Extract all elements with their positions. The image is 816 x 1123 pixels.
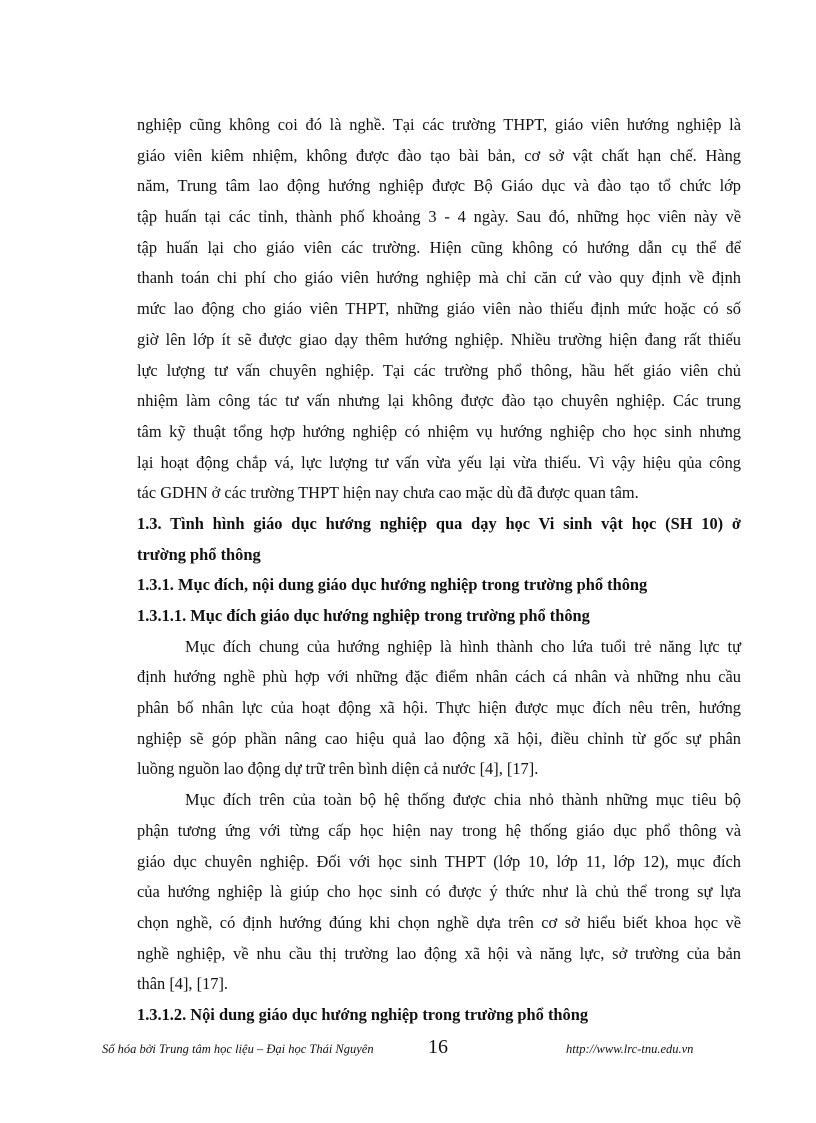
text-line: nghiệp sẽ góp phần nâng cao hiệu quả lao động xã hội, điều chỉnh từ gốc sự phân — [137, 728, 741, 748]
text-line: phận tương ứng với từng cấp học hiện nay trong hệ thống giáo dục phổ thông và — [137, 820, 741, 840]
section-heading-1-3-1: 1.3.1. Mục đích, nội dung giáo dục hướng nghiệp trong trường phổ thông — [137, 575, 648, 595]
text-line: giờ lên lớp ít sẽ được giao dạy thêm hướng nghiệp. Nhiều trường hiện đang rất thiếu — [137, 329, 741, 349]
text-line: giáo dục chuyên nghiệp. Đối với học sinh THPT (lớp 10, lớp 11, lớp 12), mục đích — [137, 851, 741, 871]
text-line: Mục đích chung của hướng nghiệp là hình thành cho lứa tuổi trẻ năng lực tự — [185, 636, 741, 656]
text-line: định hướng nghề phù hợp với những đặc điểm nhân cách cá nhân và những nhu cầu — [137, 667, 741, 687]
text-line: chọn nghề, có định hướng đúng khi chọn nghề dựa trên cơ sở hiểu biết khoa học về — [137, 912, 741, 932]
text-line: tác GDHN ở các trường THPT hiện nay chưa cao mặc dù đã được quan tâm. — [137, 483, 639, 503]
text-line: thân [4], [17]. — [137, 974, 229, 994]
page-footer — [0, 1036, 816, 1066]
text-line: năm, Trung tâm lao động hướng nghiệp được Bộ Giáo dục và đào tạo tổ chức lớp — [137, 176, 741, 196]
paragraph — [137, 632, 741, 785]
text-line: Mục đích trên của toàn bộ hệ thống được chia nhỏ thành những mục tiêu bộ — [185, 790, 741, 810]
section-heading-1-3-1-1: 1.3.1.1. Mục đích giáo dục hướng nghiệp trong trường phổ thông — [137, 606, 590, 625]
text-line: phân bố nhân lực của hoạt động xã hội. Thực hiện được mục đích nêu trên, hướng — [137, 698, 741, 718]
text-line: của hướng nghiệp là giúp cho học sinh có được ý thức như là chủ thể trong sự lựa — [137, 882, 741, 902]
text-line: mức lao động cho giáo viên THPT, những giáo viên nào thiếu định mức hoặc có số — [137, 299, 741, 319]
text-line: tập huấn lại cho giáo viên các trường. Hiện cũng không có hướng dẫn cụ thể để — [137, 237, 741, 257]
section-heading-1-3-1-2: 1.3.1.2. Nội dung giáo dục hướng nghiệp trong trường phổ thông — [137, 1004, 589, 1024]
paragraph — [137, 110, 741, 509]
heading-line: trường phổ thông — [137, 544, 261, 564]
section-heading-1-3 — [137, 509, 741, 570]
text-line: thanh toán chi phí cho giáo viên hướng nghiệp mà chỉ căn cứ vào quy định về định — [137, 268, 741, 288]
text-line: tập huấn tại các tỉnh, thành phố khoảng 3 - 4 ngày. Sau đó, những học viên này về — [137, 207, 741, 227]
text-line: tâm kỹ thuật tổng hợp hướng nghiệp có nhiệm vụ hướng nghiệp cho học sinh nhưng — [137, 421, 741, 441]
text-line: nghề nghiệp, về nhu cầu thị trường lao động xã hội và năng lực, sở trường của bản — [137, 943, 741, 963]
text-line: nhiệm làm công tác tư vấn nhưng lại không được đào tạo chuyên nghiệp. Các trung — [137, 391, 741, 411]
paragraph — [137, 785, 741, 1000]
footer-url-link[interactable]: http://www.lrc-tnu.edu.vn — [566, 1042, 694, 1056]
page-number: 16 — [428, 1036, 448, 1058]
footer-source-text: Số hóa bởi Trung tâm học liệu – Đại học Thái Nguyên — [102, 1042, 374, 1056]
page-body — [137, 110, 741, 1031]
text-line: lực lượng tư vấn chuyên nghiệp. Tại các trường phổ thông, hầu hết giáo viên chủ — [137, 360, 741, 380]
text-line: giáo viên kiêm nhiệm, không được đào tạo bài bản, cơ sở vật chất hạn chế. Hàng — [137, 145, 741, 165]
heading-line: 1.3. Tình hình giáo dục hướng nghiệp qua dạy học Vi sinh vật học (SH 10) ở — [137, 513, 741, 533]
text-line: lại hoạt động chắp vá, lực lượng tư vấn vừa yếu lại vừa thiếu. Vì vậy hiệu qủa công — [137, 452, 741, 472]
text-line: luồng nguồn lao động dự trữ trên bình diện cả nước [4], [17]. — [137, 759, 539, 779]
text-line: nghiệp cũng không coi đó là nghề. Tại các trường THPT, giáo viên hướng nghiệp là — [137, 115, 741, 134]
